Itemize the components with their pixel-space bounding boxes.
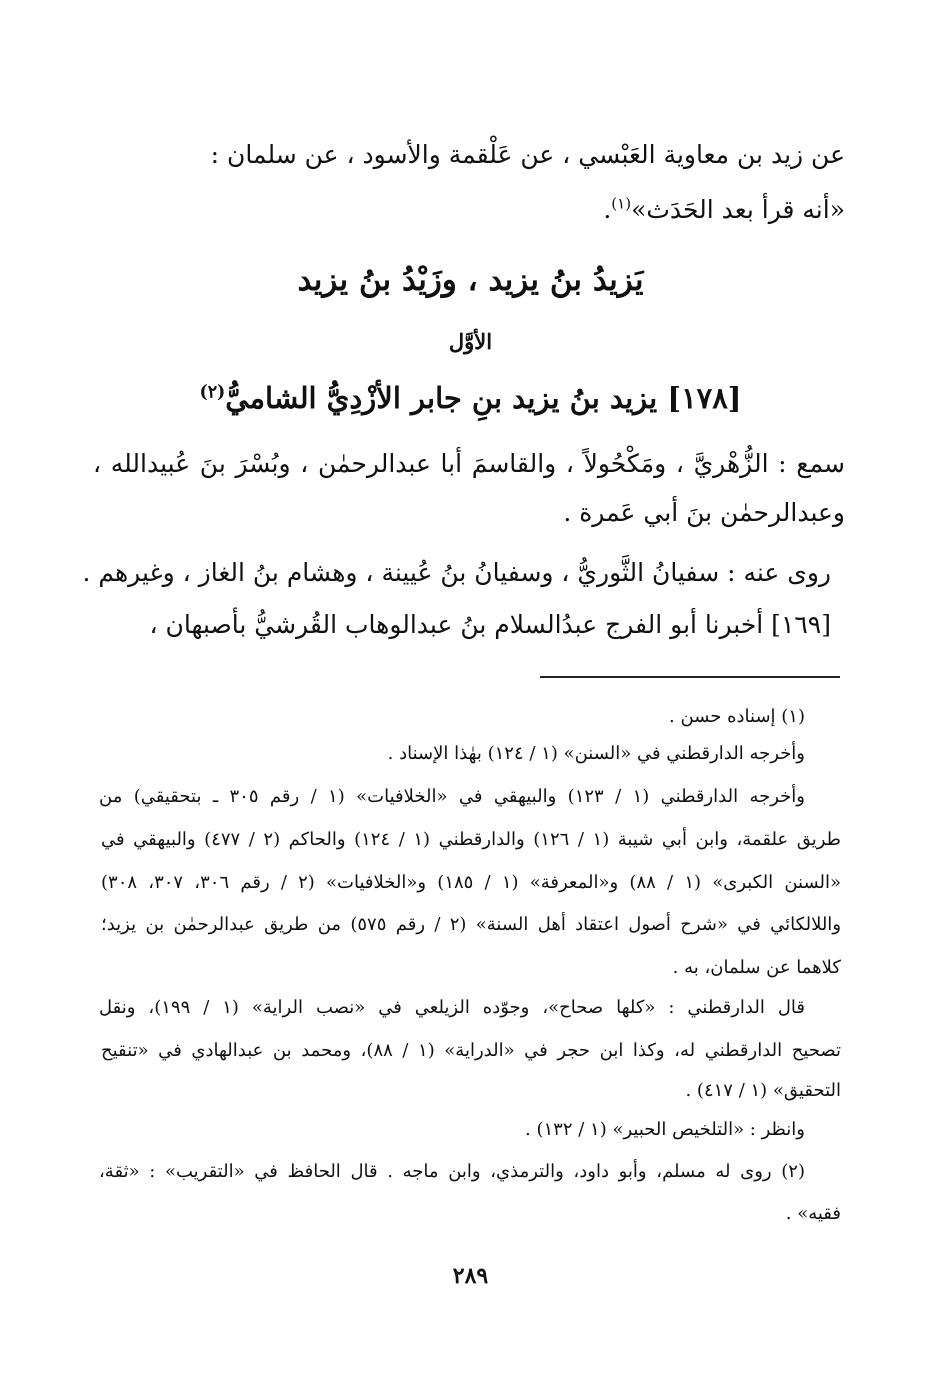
footnote-divider: [540, 676, 840, 678]
footnote-1-line-1: (١) إسناده حسن .: [669, 706, 805, 727]
text-line-isnad: عن زيد بن معاوية العَبْسي ، عن عَلْقمة والأسود ، عن سلمان :: [210, 140, 845, 169]
footnote-1-line-10: التحقيق» (١ / ٤١٧) .: [685, 1080, 841, 1101]
footnote-1-line-4: طريق علقمة، وابن أبي شيبة (١ / ١٢٦) والدارقطني (١ / ١٢٤) والحاكم (٢ / ٤٧٧) والبيهقي في: [101, 829, 841, 850]
entry-title: [0, 378, 941, 418]
footnote-1-line-8: قال الدارقطني : «كلها صحاح»، وجوّده الزيلعي في «نصب الراية» (١ / ١٩٩)، ونقل: [99, 997, 805, 1018]
footnote-1-line-7: كلاهما عن سلمان، به .: [672, 957, 841, 978]
footnote-1-line-5: «السنن الكبرى» (١ / ٨٨) و«المعرفة» (١ / ١٨٥) و«الخلافيات» (٢ / رقم ٣٠٦، ٣٠٧، ٣٠٨): [101, 872, 842, 893]
chapter-title: يَزيدُ بنُ يزيد ، وزَيْدُ بنُ يزيد: [297, 262, 644, 298]
footnote-2-line-2: فقيه» .: [785, 1203, 841, 1224]
heard-from-line-2: وعبدالرحمٰن بنَ أبي عَمرة .: [563, 498, 845, 527]
footnote-1-line-6: واللالكائي في «شرح أصول اعتقاد أهل السنة» (٢ / رقم ٥٧٥) من طريق عبدالرحمٰن بن يزيد؛: [101, 914, 842, 935]
narrated-by-line: روى عنه : سفيانُ الثَّوريُّ ، وسفيانُ بنُ عُيينة ، وهشام بنُ الغاز ، وغيرهم .: [82, 558, 831, 587]
footnote-2-line-1: (٢) روى له مسلم، وأبو داود، والترمذي، وابن ماجه . قال الحافظ في «التقريب» : «ثقة،: [99, 1161, 805, 1182]
footnote-1-line-11: وانظر : «التلخيص الحبير» (١ / ١٣٢) .: [525, 1119, 805, 1140]
hadith-line: [١٦٩] أخبرنا أبو الفرج عبدُالسلام بنُ عبدالوهاب القُرشيُّ بأصبهان ،: [149, 610, 831, 639]
page-number: ٢٨٩: [452, 1263, 489, 1289]
quote-end: .: [603, 195, 612, 224]
quote-line: [93, 193, 845, 227]
entry-title-text: [١٧٨] يزيد بنُ يزيد بنِ جابر الأزْدِيُّ الشاميُّ: [225, 381, 742, 415]
footnote-1-line-2: وأخرجه الدارقطني في «السنن» (١ / ١٢٤) بهٰذا الإسناد .: [387, 743, 805, 764]
subheading: الأوَّل: [448, 329, 493, 354]
footnote-1-line-3: وأخرجه الدارقطني (١ / ١٢٣) والبيهقي في «الخلافيات» (١ / رقم ٣٠٥ ـ بتحقيقي) من: [99, 786, 805, 807]
footnote-marker-1: (١): [611, 194, 632, 213]
footnote-1-line-9: تصحيح الدارقطني له، وكذا ابن حجر في «الدراية» (١ / ٨٨)، ومحمد بن عبدالهادي في «تنقيح: [101, 1040, 842, 1061]
footnote-marker-2: (٢): [199, 382, 226, 403]
heard-from-line-1: سمع : الزُّهْريَّ ، ومَكْحُولاً ، والقاسمَ أبا عبدالرحمٰن ، وبُسْرَ بنَ عُبيدالله ،: [93, 449, 845, 478]
quote-text: «أنه قرأ بعد الحَدَث»: [631, 195, 845, 224]
